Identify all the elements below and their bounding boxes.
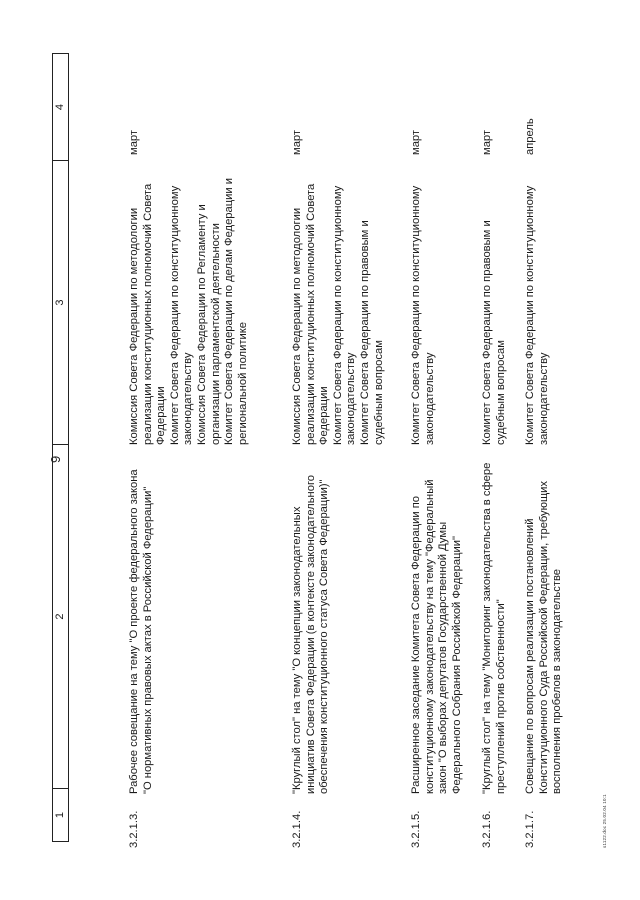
column-header-4: 4 <box>54 103 66 111</box>
column-header-2: 2 <box>54 613 66 620</box>
event-title: "Круглый стол" на тему "О концепции законодательных инициатив Совета Федерации (в контексте законодательного обеспечения конституционного статуса Совета Федерации)" <box>291 475 331 794</box>
item-number: 3.2.1.3. <box>128 810 140 848</box>
event-title: Расширенное заседание Комитета Совета Федерации по конституционному законодательству на тему "Федеральный закон "О выборах депутатов Государственной Думы Федерального Собрания Российской Федерации" <box>410 479 463 794</box>
column-divider <box>53 788 68 789</box>
responsible-entry: Комиссия Совета Федерации по методологии реализации конституционных полномочий Совета Федерации <box>291 183 331 445</box>
file-footer: s1122.doc 25.02.04 10:1 <box>602 794 607 848</box>
responsible-entry: Комиссия Совета Федерации по Регламенту и организации парламентской деятельности <box>195 204 222 445</box>
responsible-entry: Комитет Совета Федерации по правовым и судебным вопросам <box>358 220 385 445</box>
responsible-list <box>128 167 250 445</box>
item-number: 3.2.1.4. <box>291 810 303 848</box>
responsible-list <box>410 167 437 445</box>
item-number: 3.2.1.7. <box>524 810 536 848</box>
responsible-list <box>481 167 508 445</box>
responsible-list <box>524 167 551 445</box>
column-header-3: 3 <box>54 299 66 306</box>
responsible-entry: Комитет Совета Федерации по правовым и судебным вопросам <box>481 220 507 445</box>
event-title: Рабочее совещание на тему "О проекте федерального закона "О нормативных правовых актах в Российской Федерации" <box>128 469 154 794</box>
responsible-entry: Комитет Совета Федерации по конституционному законодательству <box>524 185 550 445</box>
responsible-entry: Комитет Совета Федерации по конституционному законодательству <box>331 185 358 445</box>
responsible-entry: Комитет Совета Федерации по конституционному законодательству <box>410 185 436 445</box>
item-number: 3.2.1.6. <box>481 810 493 848</box>
responsible-entry: Комитет Совета Федерации по делам Федерации и региональной политике <box>223 177 249 445</box>
event-date: март <box>128 129 140 155</box>
column-divider <box>53 444 68 445</box>
page-number: 9 <box>48 455 63 463</box>
column-divider <box>53 160 68 161</box>
event-date: апрель <box>524 118 536 155</box>
event-title: Совещание по вопросам реализации постановлений Конституционного Суда Российской Федерации, требующих восполнения пробелов в законодательстве <box>524 480 564 794</box>
event-date: март <box>291 129 303 155</box>
column-header-1: 1 <box>54 811 66 819</box>
column-header-bar <box>52 53 69 842</box>
responsible-entry: Комиссия Совета Федерации по методологии реализации конституционных полномочий Совета Федерации <box>128 183 168 445</box>
event-date: март <box>410 129 422 155</box>
responsible-list <box>291 167 386 445</box>
responsible-entry: Комитет Совета Федерации по конституционному законодательству <box>168 185 195 445</box>
event-date: март <box>481 129 493 155</box>
item-number: 3.2.1.5. <box>410 810 422 848</box>
event-title: "Круглый стол" на тему "Мониторинг законодательства в сфере преступлений против собственности" <box>481 462 507 794</box>
